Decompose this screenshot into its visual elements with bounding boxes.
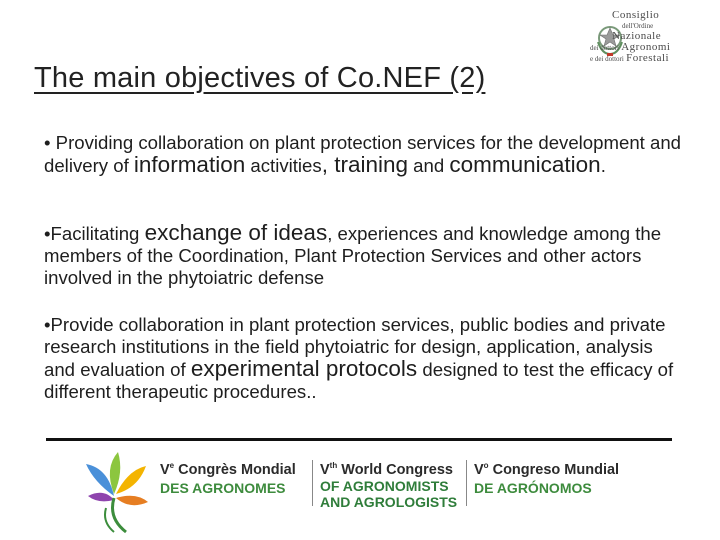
bullet-1-text-e: and (408, 155, 450, 176)
bullet-1-emph-training: , training (321, 152, 409, 177)
bullet-3 (44, 314, 684, 403)
bullet-1-emph-information: information (133, 152, 246, 177)
banner-es-ordinal: V (474, 461, 484, 478)
bullet-3-text-c: designed to test the efficacy of different therapeutic procedures.. (44, 359, 674, 402)
banner-en-ordinal: V (320, 461, 330, 478)
banner-en-ordinal-sup: th (329, 461, 338, 470)
banner-fr-ordinal: V (160, 461, 170, 478)
logo-line-4b: Agronomi (621, 40, 671, 53)
bullet-3-text-a: •Provide collaboration in plant protection services, public bodies and private research institutions in the field phytoiatric for design, application, analysis and evaluation of (44, 314, 666, 380)
banner-es-sub: DE AGRÓNOMOS (474, 480, 592, 496)
banner-en-sub-2: AND AGROLOGISTS (320, 494, 458, 510)
congress-banner (78, 448, 638, 540)
leaf-logo-icon (84, 448, 150, 534)
logo-line-2: dell'Ordine (622, 21, 654, 30)
banner-es-heading (474, 461, 619, 478)
logo-line-3: Nazionale (612, 30, 662, 43)
logo-line-5b: Forestali (626, 52, 670, 65)
banner-en-heading (320, 461, 453, 478)
slide-title: The main objectives of Co.NEF (2) (34, 62, 486, 94)
banner-separator-1 (312, 460, 313, 506)
banner-en-head-text: World Congress (341, 461, 453, 478)
banner-en-sub-1: OF AGRONOMISTS (320, 478, 449, 494)
banner-fr-ordinal-sup: e (169, 461, 175, 470)
logo-line-4a: dei dottori (590, 43, 619, 52)
bullet-1-text-a: • Providing collaboration on plant protection services for the development and delivery of (44, 132, 682, 176)
banner-fr-sub: DES AGRONOMES (160, 480, 286, 496)
bullet-1 (44, 132, 684, 177)
bullet-1-text-c: activities (245, 155, 322, 176)
banner-es-ordinal-sup: o (483, 461, 489, 470)
bullet-3-emph-protocols: experimental protocols (190, 356, 418, 381)
bullet-2-text-c: , experiences and knowledge among the members of the Coordination, Plant Protection Services and other actors involved in the phytoiatric defense (44, 223, 662, 288)
bullet-2 (44, 222, 684, 289)
bullet-2-emph-exchange: exchange of ideas (144, 220, 328, 245)
bullet-1-text-g: . (600, 155, 606, 176)
logo-line-1: Consiglio (612, 9, 660, 21)
banner-fr-heading (160, 461, 296, 478)
banner-separator-2 (466, 460, 467, 506)
bullet-1-emph-communication: communication (449, 152, 601, 177)
logo-line-5a: e dei dottori (590, 55, 624, 64)
bullet-2-text-a: •Facilitating (44, 223, 145, 244)
logo-text-block (590, 9, 720, 65)
divider-line (46, 438, 672, 441)
banner-fr-head-text: Congrès Mondial (178, 461, 296, 478)
banner-es-head-text: Congreso Mundial (492, 461, 620, 478)
